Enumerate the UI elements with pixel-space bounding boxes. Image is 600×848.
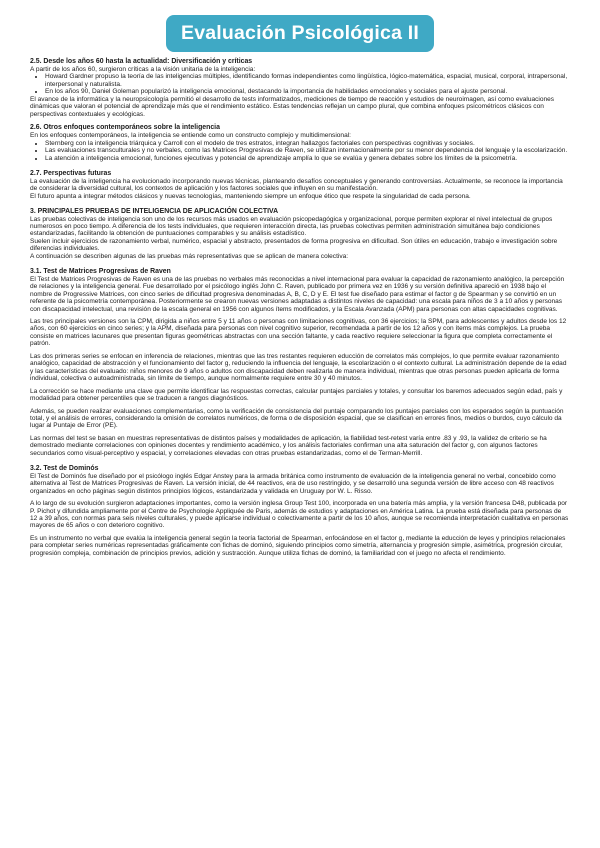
bullet-list bbox=[30, 140, 570, 162]
section-paragraph: Es un instrumento no verbal que evalúa la inteligencia general según la teoría factorial de Spearman, enfocándose en el factor g, mediante la educción de leyes y principios relacionales para completar series numéricas representadas gráficamente con fichas de dominó, siguiendo principios como simetría, alternancia y progresión simple, asimétrica, progresión circular, progresión compleja, combinación de principios previos, adición y sustracción. Aunque utiliza fichas de dominó, la familiaridad con el juego no afecta el rendimiento. bbox=[30, 534, 566, 557]
section-2-5 bbox=[30, 58, 570, 118]
section-paragraph: El Test de Matrices Progresivas de Raven es una de las pruebas no verbales más reconocidas a nivel internacional para evaluar la capacidad de razonamiento analógico, la percepción de relaciones y la inteligencia general. Fue desarrollado por el psicólogo inglés John C. Raven, publicado por primera vez en 1936 y su versión definitiva apareció en 1938 bajo el nombre de Progressive Matrices, con cinco series de dificultad progresiva denominadas A, B, C, D y E. El test fue diseñado para estimar el factor g de Spearman y se convirtió en un referente de la psicometría contemporánea. Posteriormente se crearon nuevas versiones adaptadas a distintos niveles de capacidad: una escala para niños de 3 a 10 años y personas con discapacidad intelectual, una revisión de la escala general en 1956 con algunos ítems modificados, y la Escala Avanzada (APM) para personas con altas capacidades cognitivas. bbox=[30, 275, 565, 313]
section-paragraph: Las normas del test se basan en muestras representativas de distintos países y modalidades de aplicación, la fiabilidad test-retest varía entre .83 y .93, la validez de criterio se ha demostrado mediante correlaciones con opiniones docentes y rendimiento académico, y los análisis factoriales confirman una alta saturación del factor g, con algunos factores secundarios como visual-perceptivo y espacial, y correlaciones elevadas con otras pruebas estandarizadas, como el de Terman-Merrill. bbox=[30, 434, 547, 457]
page-title: Evaluación Psicológica II bbox=[180, 22, 419, 44]
section-3-1 bbox=[30, 268, 570, 458]
section-paragraph: Las tres principales versiones son la CPM, dirigida a niños entre 5 y 11 años o personas con limitaciones cognitivas, con 36 ejercicios; la SPM, para adolescentes y adultos desde los 12 años, con 60 ejercicios en cinco series; y la APM, diseñada para personas con nivel cognitivo superior, recomendada a partir de los 12 años y con ítems más complejos. La prueba consiste en matrices lacunares que presentan figuras geométricas abstractas con una sección faltante, y cada reactivo requiere seleccionar la figura que completa correctamente el patrón. bbox=[30, 318, 567, 348]
list-item: • Howard Gardner propuso la teoría de las inteligencias múltiples, identificando formas independientes como lingüística, lógico-matemática, espacial, musical, corporal, intrapersonal, interpersonal y naturalista. bbox=[45, 73, 570, 88]
list-item: • Las evaluaciones transculturales y no verbales, como las Matrices Progresivas de Raven, se utilizan internacionalmente por su menor dependencia del lenguaje y la escolarización. bbox=[45, 147, 570, 154]
section-heading: 2.7. Perspectivas futuras bbox=[30, 169, 112, 177]
section-paragraph: Las dos primeras series se enfocan en inferencia de relaciones, mientras que las tres restantes requieren educción de correlatos más complejos, lo que permite evaluar razonamiento analógico, capacidad de abstracción y el funcionamiento del factor g, reduciendo la influencia del lenguaje, la escolarización o el contexto cultural. La administración depende de la edad y las características del evaluado: niños menores de 9 años o adultos con discapacidad deben realizarla de manera individual, mientras que otras personas pueden aplicarla de forma individual, colectiva o autoadministrada, sin límite de tiempo, aunque normalmente requiere entre 30 y 40 minutos. bbox=[30, 352, 567, 383]
list-item: • En los años 90, Daniel Goleman popularizó la inteligencia emocional, destacando la importancia de habilidades emocionales y sociales para el ajuste personal. bbox=[45, 88, 570, 95]
section-heading: 2.6. Otros enfoques contemporáneos sobre la inteligencia bbox=[30, 124, 220, 132]
section-heading: 3.1. Test de Matrices Progresivas de Raven bbox=[30, 267, 171, 275]
document-body bbox=[30, 58, 570, 563]
section-paragraph: El futuro apunta a integrar métodos clásicos y nuevas tecnologías, manteniendo siempre un enfoque ético que respete la singularidad de cada persona. bbox=[30, 192, 471, 200]
section-3-2 bbox=[30, 465, 570, 558]
list-item: • La atención a inteligencia emocional, funciones ejecutivas y potencial de aprendizaje amplía lo que se evalúa y genera debates sobre los límites de la psicometría. bbox=[45, 155, 570, 162]
section-paragraph: Las pruebas colectivas de inteligencia son uno de los recursos más usados en evaluación psicopedagógica y organizacional, porque permiten explorar el nivel intelectual de grupos numerosos en poco tiempo. A diferencia de los tests individuales, que requieren interacción directa, las pruebas colectivas permiten administración simultánea bajo condiciones estandarizadas, facilitando la obtención de puntuaciones comparables y su análisis estadístico. bbox=[30, 215, 553, 238]
section-heading: 3. PRINCIPALES PRUEBAS DE INTELIGENCIA DE APLICACIÓN COLECTIVA bbox=[30, 207, 279, 215]
section-paragraph: A lo largo de su evolución surgieron adaptaciones importantes, como la versión inglesa Group Test 100, incorporada en una batería más amplia, y la versión francesa D48, publicada por P. Pichot y difundida ampliamente por el Centre de Psychologie Appliquée de Paris, además de estudios y adaptaciones en América Latina. La prueba está diseñada para personas de 12 a 39 años, con normas para seis niveles culturales, y puede aplicarse individual o colectivamente a partir de los 10 años, aunque se recomienda interpretación cualitativa en personas mayores de 65 años o con deterioro cognitivo. bbox=[30, 500, 569, 530]
section-paragraph: El Test de Dominós fue diseñado por el psicólogo inglés Edgar Anstey para la armada británica como instrumento de evaluación de la inteligencia general no verbal, concebido como alternativa al Test de Matrices Progresivas de Raven. La versión inicial, de 44 reactivos, era de uso restringido, y se desarrolló una segunda versión de libre acceso con 48 reactivos organizados en ocho páginas según distintos principios lógicos, estandarizada y validada en Uruguay por W. L. Risso. bbox=[30, 472, 556, 495]
section-heading: 3.2. Test de Dominós bbox=[30, 464, 99, 472]
section-paragraph: Suelen incluir ejercicios de razonamiento verbal, numérico, espacial y abstracto, presentados de forma progresiva en dificultad. Son útiles en educación, trabajo e investigación sobre diferencias individuales. bbox=[30, 237, 558, 253]
page-title-banner bbox=[166, 15, 434, 52]
section-heading: 2.5. Desde los años 60 hasta la actualidad: Diversificación y críticas bbox=[30, 58, 253, 65]
section-2-6 bbox=[30, 124, 570, 162]
list-item: • Sternberg con la inteligencia triárquica y Carroll con el modelo de tres estratos, integran hallazgos factoriales con perspectivas cognitivas y sociales. bbox=[45, 140, 570, 147]
section-3 bbox=[30, 208, 570, 261]
bullet-list bbox=[30, 73, 570, 95]
section-intro: En los enfoques contemporáneos, la inteligencia se entiende como un constructo complejo y multidimensional: bbox=[30, 132, 351, 140]
section-intro: A partir de los años 60, surgieron críticas a la visión unitaria de la inteligencia: bbox=[30, 66, 256, 73]
section-paragraph: Además, se pueden realizar evaluaciones complementarias, como la verificación de consistencia del puntaje comparando los puntajes parciales con los esperados según la puntuación total, y el análisis de errores, considerando la omisión de correlatos numéricos, de forma o de disposición espacial, que se clasifican en errores finos, medios o burdos, cuyo cálculo da lugar al Puntaje de Error (PE). bbox=[30, 407, 564, 430]
section-paragraph: A continuación se describen algunas de las pruebas más representativas que se aplican de manera colectiva: bbox=[30, 252, 349, 260]
section-paragraph: La corrección se hace mediante una clave que permite identificar las respuestas correctas, calcular puntajes parciales y totales, y consultar los baremos adecuados según edad, país y modalidad para obtener percentiles que se traducen a rangos diagnósticos. bbox=[30, 387, 563, 403]
section-paragraph: La evaluación de la inteligencia ha evolucionado incorporando nuevas técnicas, planteando desafíos conceptuales y generando controversias. Actualmente, se reconoce la importancia de considerar la diversidad cultural, los contextos de aplicación y los factores sociales que influyen en su manifestación. bbox=[30, 177, 563, 193]
section-2-7 bbox=[30, 170, 570, 200]
section-paragraph: El avance de la informática y la neuropsicología permitió el desarrollo de tests informatizados, mediciones de tiempo de reacción y estudios de neuroimagen, así como evaluaciones dinámicas que valoran el potencial de aprendizaje más que el rendimiento estático. Estas tendencias reflejan un campo plural, que combina enfoques psicométricos clásicos con perspectivas contextuales y ecológicas. bbox=[30, 95, 555, 118]
